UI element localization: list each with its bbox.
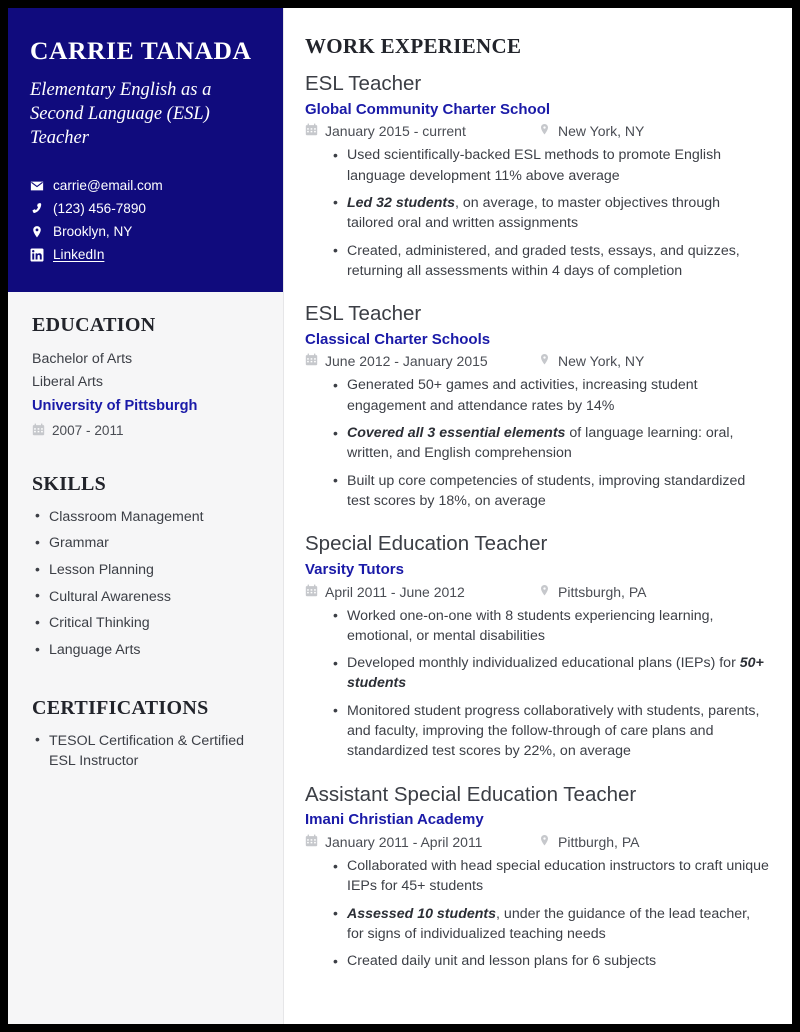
job-location: [538, 834, 639, 850]
job-entry: [305, 302, 770, 511]
job-dates-label: January 2015 - current: [325, 123, 466, 140]
job-dates-label: June 2012 - January 2015: [325, 353, 488, 370]
calendar-icon: [305, 584, 318, 600]
certifications-heading: CERTIFICATIONS: [32, 696, 209, 719]
list-item: [331, 701, 770, 762]
contact-location: [30, 220, 261, 243]
job-bullets: [305, 375, 770, 511]
job-location: [538, 353, 644, 369]
professional-title: Elementary English as a Second Language (ESL) Teacher: [30, 80, 212, 149]
list-item: [331, 241, 770, 282]
contact-linkedin[interactable]: [30, 243, 261, 266]
list-item: • Lesson Planning: [32, 560, 261, 580]
bullet-text: Developed monthly individualized educational plans (IEPs) for: [347, 655, 740, 672]
education-heading: EDUCATION: [32, 314, 156, 337]
job-dates: [305, 584, 538, 600]
contact-phone-label: (123) 456-7890: [53, 201, 146, 217]
job-location: [538, 584, 646, 600]
sidebar-sections: [8, 292, 283, 771]
contact-email[interactable]: [30, 174, 261, 197]
location-pin-icon: [538, 834, 551, 850]
spacer: [32, 667, 261, 697]
certifications-section: [32, 697, 261, 771]
bullet-emphasis: Led 32 students: [347, 194, 456, 211]
list-item: • Cultural Awareness: [32, 587, 261, 607]
calendar-icon: [32, 423, 45, 439]
work-experience-column: [284, 8, 792, 1024]
job-bullets: [305, 145, 770, 281]
list-item: [331, 904, 770, 945]
job-title: Assistant Special Education Teacher: [305, 782, 637, 806]
bullet-text: Worked one-on-one with 8 students experiencing learning, emotional, or mental disabilities: [347, 607, 714, 644]
calendar-icon: [305, 123, 318, 139]
sidebar: [8, 8, 284, 1024]
bullet-text: Generated 50+ games and activities, increasing student engagement and attendance rates by 14%: [347, 377, 698, 414]
contact-email-label: carrie@email.com: [53, 178, 163, 194]
bullet-emphasis: Covered all 3 essential elements: [347, 425, 566, 442]
work-experience-heading: WORK EXPERIENCE: [305, 34, 522, 58]
contact-list: [30, 174, 261, 266]
location-pin-icon: [538, 584, 551, 600]
contact-linkedin-label[interactable]: LinkedIn: [53, 247, 105, 263]
job-bullets: [305, 606, 770, 762]
job-dates: [305, 834, 538, 850]
education-school[interactable]: University of Pittsburgh: [32, 398, 198, 415]
calendar-icon: [305, 834, 318, 850]
location-pin-icon: [538, 123, 551, 139]
job-location-label: New York, NY: [558, 353, 645, 370]
job-title: Special Education Teacher: [305, 532, 548, 556]
bullet-emphasis: Assessed 10 students: [347, 905, 497, 922]
list-item: [331, 423, 770, 464]
location-pin-icon: [538, 353, 551, 369]
bullet-text: Created daily unit and lesson plans for 6 subjects: [347, 953, 657, 970]
job-dates: [305, 353, 538, 369]
identity-block: [8, 8, 283, 292]
list-item: [331, 951, 770, 971]
skills-heading: SKILLS: [32, 472, 107, 495]
contact-phone[interactable]: [30, 197, 261, 220]
job-dates-label: April 2011 - June 2012: [325, 583, 465, 600]
certifications-list: [32, 731, 261, 771]
education-section: [32, 314, 261, 438]
bullet-text: Built up core competencies of students, improving standardized test scores by 18%, on average: [347, 472, 746, 509]
list-item: • TESOL Certification & Certified ESL Instructor: [32, 731, 261, 771]
education-dates: [32, 423, 261, 439]
education-degree: Bachelor of Arts: [32, 351, 133, 368]
list-item: [331, 471, 770, 512]
list-item: [331, 653, 770, 694]
education-field: Liberal Arts: [32, 374, 103, 391]
list-item: [331, 856, 770, 897]
skills-list: [32, 507, 261, 660]
list-item: [331, 375, 770, 416]
job-meta: [305, 353, 770, 369]
job-dates: [305, 123, 538, 139]
contact-location-label: Brooklyn, NY: [53, 224, 133, 240]
bullet-text: Collaborated with head special education instructors to craft unique IEPs for 45+ students: [347, 858, 769, 895]
list-item: • Critical Thinking: [32, 613, 261, 633]
job-title: ESL Teacher: [305, 302, 422, 326]
list-item: [331, 606, 770, 647]
job-title: ESL Teacher: [305, 72, 422, 95]
job-entry: [305, 72, 770, 281]
job-meta: [305, 584, 770, 600]
skills-section: [32, 473, 261, 660]
spacer: [32, 439, 261, 473]
page-title: CARRIE TANADA: [30, 36, 252, 65]
bullet-text: Created, administered, and graded tests, essays, and quizzes, returning all assessments within 4 days of completion: [347, 242, 740, 279]
job-company[interactable]: Varsity Tutors: [305, 560, 404, 578]
job-dates-label: January 2011 - April 2011: [325, 834, 483, 851]
job-location-label: Pittburgh, PA: [558, 834, 640, 851]
bullet-text: , under the guidance of the lead teacher, for signs of individualized teaching needs: [347, 905, 751, 942]
list-item: [331, 193, 770, 234]
job-company[interactable]: Classical Charter Schools: [305, 330, 491, 348]
bullet-text: Used scientifically-backed ESL methods to promote English language development 11% above average: [347, 147, 722, 184]
job-location-label: Pittsburgh, PA: [558, 583, 647, 600]
envelope-icon: [30, 179, 44, 193]
job-entry: [305, 532, 770, 761]
linkedin-icon: [30, 248, 44, 262]
phone-icon: [30, 202, 44, 216]
bullet-text: , on average, to master objectives through tailored oral and written assignments: [347, 194, 720, 232]
bullet-emphasis: 50+ students: [347, 655, 764, 692]
job-location: [538, 123, 644, 139]
job-location-label: New York, NY: [558, 123, 645, 140]
job-company[interactable]: Global Community Charter School: [305, 100, 551, 118]
list-item: [331, 145, 770, 186]
resume-page: [8, 8, 792, 1024]
location-pin-icon: [30, 225, 44, 239]
education-dates-label: 2007 - 2011: [52, 423, 124, 439]
job-entry: [305, 783, 770, 972]
list-item: • Classroom Management: [32, 507, 261, 527]
job-meta: [305, 834, 770, 850]
job-meta: [305, 123, 770, 139]
list-item: • Grammar: [32, 533, 261, 553]
job-company[interactable]: Imani Christian Academy: [305, 811, 484, 829]
calendar-icon: [305, 353, 318, 369]
bullet-text: of language learning: oral, written, and English comprehension: [347, 425, 734, 462]
job-bullets: [305, 856, 770, 971]
list-item: • Language Arts: [32, 640, 261, 660]
bullet-text: Monitored student progress collaboratively with students, parents, and faculty, improving the follow-through of care plans and standardized test scores by 22%, on average: [347, 702, 760, 760]
